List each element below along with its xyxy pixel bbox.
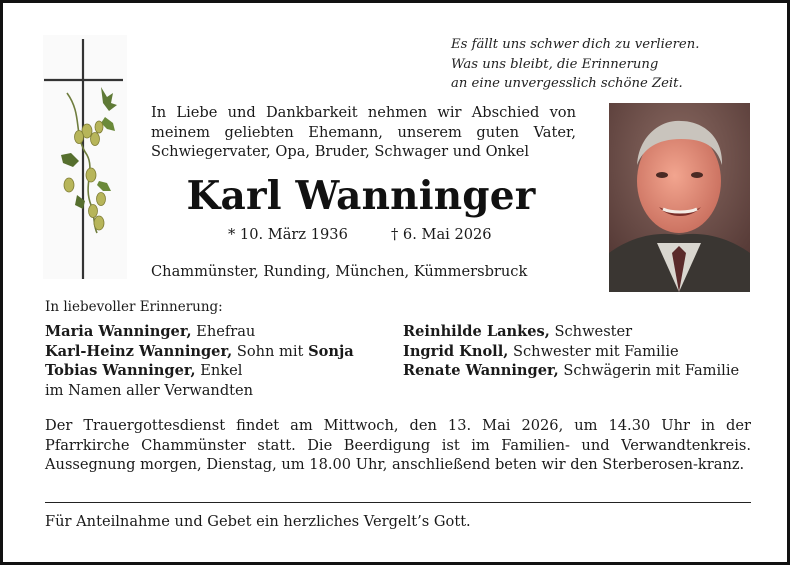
quote-line: Was uns bleibt, die Erinnerung [451,56,659,72]
intro-text: In Liebe und Dankbarkeit nehmen wir Abschied von meinem geliebten Ehemann, unserem guten Vater, Schwiegervater, Opa, Bruder, Schwager und Onkel [151,104,576,160]
deceased-name: Karl Wanninger [186,173,536,219]
memorial-quote [451,35,751,94]
mourners-left-column [45,322,354,400]
divider [45,502,751,503]
mourner-entry: Reinhilde Lankes, Schwester [403,323,633,340]
mourner-entry: Tobias Wanninger, Enkel [45,362,243,379]
mourner-entry: Renate Wanninger, Schwägerin mit Familie [403,362,740,379]
mourner-entry: Ingrid Knoll, Schwester mit Familie [403,342,679,360]
death-date: † 6. Mai 2026 [391,226,492,243]
mourners-right-column [403,322,739,381]
mourner-entry: Maria Wanninger, Ehefrau [45,323,256,340]
memory-heading: In liebevoller Erinnerung: [45,299,223,315]
mourners-footer: im Namen aller Verwandten [45,381,254,399]
portrait-photo [609,103,750,292]
places-of-life: Chammünster, Runding, München, Kümmersbruck [151,263,528,280]
birth-date: * 10. März 1936 [228,226,348,243]
quote-line: an eine unvergesslich schöne Zeit. [451,76,683,91]
cross-with-hops-icon [43,35,127,279]
mourner-entry: Karl-Heinz Wanninger, Sohn mit Sonja [45,342,354,360]
service-details: Der Trauergottesdienst findet am Mittwoch, den 13. Mai 2026, um 14.30 Uhr in der Pfarrkirche Chammünster statt. Die Beerdigung ist im Familien- und Verwandtenkreis. Aussegnung morgen, Dienstag, um 18.00 Uhr, anschließend beten wir den Sterberosen-kranz. [45,417,751,473]
quote-line: Es fällt uns schwer dich zu verlieren. [451,37,700,52]
thanks-line: Für Anteilnahme und Gebet ein herzliches Vergelt’s Gott. [45,513,471,530]
